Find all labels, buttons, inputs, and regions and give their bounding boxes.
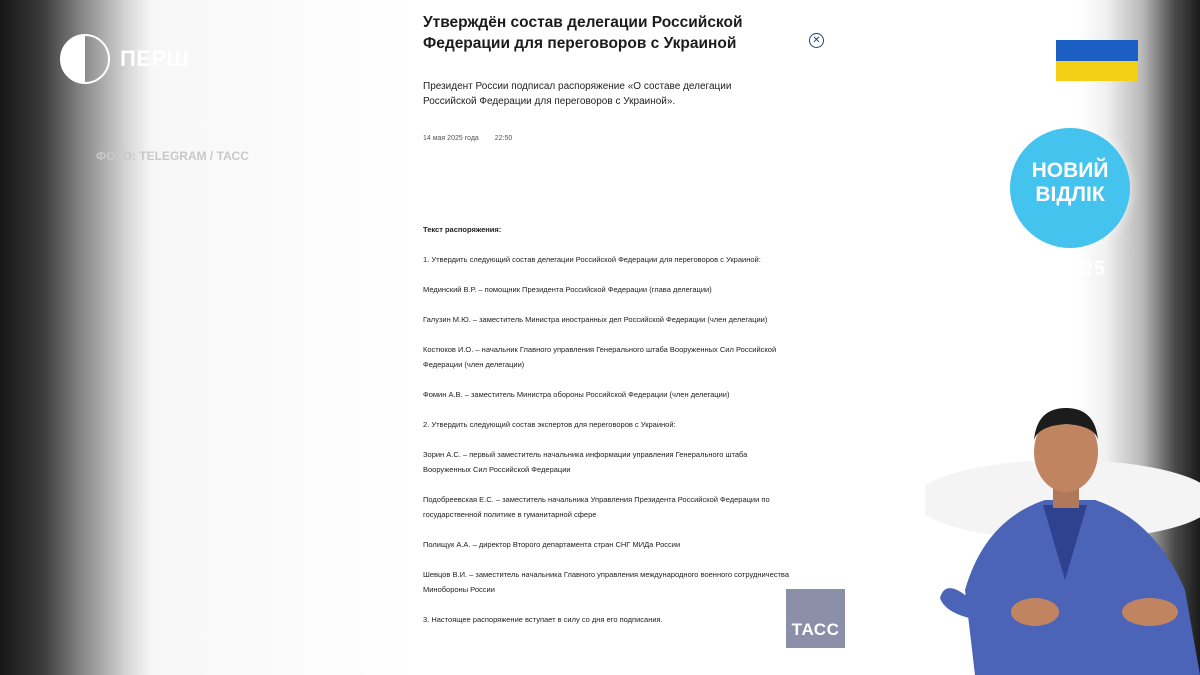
document-screenshot: [423, 0, 823, 675]
document-paragraph: Полищук А.А. – директор Второго департамента стран СНГ МИДа России: [423, 540, 681, 549]
close-icon: ✕: [809, 33, 824, 48]
program-badge-line1: НОВИЙ: [1031, 159, 1109, 182]
document-paragraph: Костюков И.О. – начальник Главного управления Генерального штаба Вооруженных Сил Российской Федерации (член делегации): [423, 345, 777, 369]
corner-watermark: ЄДИНІ НОВИНИ: [982, 40, 1057, 79]
document-paragraph: Мединский В.Р. – помощник Президента Российской Федерации (глава делегации): [423, 285, 712, 294]
flag-yellow-stripe: [1056, 61, 1138, 82]
sign-language-interpreter: [925, 400, 1200, 675]
document-meta: [423, 135, 526, 142]
flag-blue-stripe: [1056, 40, 1138, 61]
document-paragraph: 3. Настоящее распоряжение вступает в силу со дня его подписания.: [423, 615, 663, 624]
document-paragraph: 2. Утвердить следующий состав экспертов для переговоров с Украиной:: [423, 420, 676, 429]
document-time: 22:50: [494, 135, 513, 142]
photo-credit: ФОТО: TELEGRAM / ТАСС: [96, 149, 249, 163]
tass-logo-text: ТАСС: [791, 620, 840, 639]
interpreter-right-hand: [1122, 598, 1178, 626]
document-title: Утверждён состав делегации Российской Федерации для переговоров с Украиной: [423, 14, 743, 52]
document-body: [423, 222, 793, 642]
document-date: 14 мая 2025 года: [423, 135, 479, 142]
document-paragraph: Галузин М.Ю. – заместитель Министра иностранных дел Российской Федерации (член делегации): [423, 315, 768, 324]
document-paragraph: Фомин А.В. – заместитель Министра обороны Российской Федерации (член делегации): [423, 390, 730, 399]
program-badge-text: [1010, 159, 1130, 207]
interpreter-left-hand: [1011, 598, 1059, 626]
document-paragraph: Шевцов В.И. – заместитель начальника Главного управления международного военного сотрудничества Минобороны России: [423, 570, 789, 594]
document-paragraph: Текст распоряжения:: [423, 225, 502, 234]
program-badge: [1010, 128, 1130, 248]
channel-logo-icon: [60, 34, 110, 84]
left-dark-gradient: [0, 0, 420, 675]
tass-logo: [786, 589, 845, 648]
document-paragraph: 1. Утвердить следующий состав делегации Российской Федерации для переговоров с Украиной:: [423, 255, 761, 264]
channel-name: ПЕРШ: [120, 46, 190, 71]
document-paragraph: Подобреевская Е.С. – заместитель начальника Управления Президента Российской Федерации по государственной политике в гуманитарной сфере: [423, 495, 770, 519]
document-paragraph: Зорин А.С. – первый заместитель начальника информации управления Генерального штаба Вооруженных Сил Российской Федерации: [423, 450, 748, 474]
channel-logo: [60, 34, 189, 84]
program-badge-line2: ВІДЛІК: [1035, 183, 1105, 206]
broadcast-clock: 3:59:25: [1030, 258, 1106, 280]
document-intro: Президент России подписал распоряжение «О составе делегации Российской Федерации для переговоров с Украиной».: [423, 81, 732, 107]
ukraine-flag-icon: [1056, 40, 1138, 81]
